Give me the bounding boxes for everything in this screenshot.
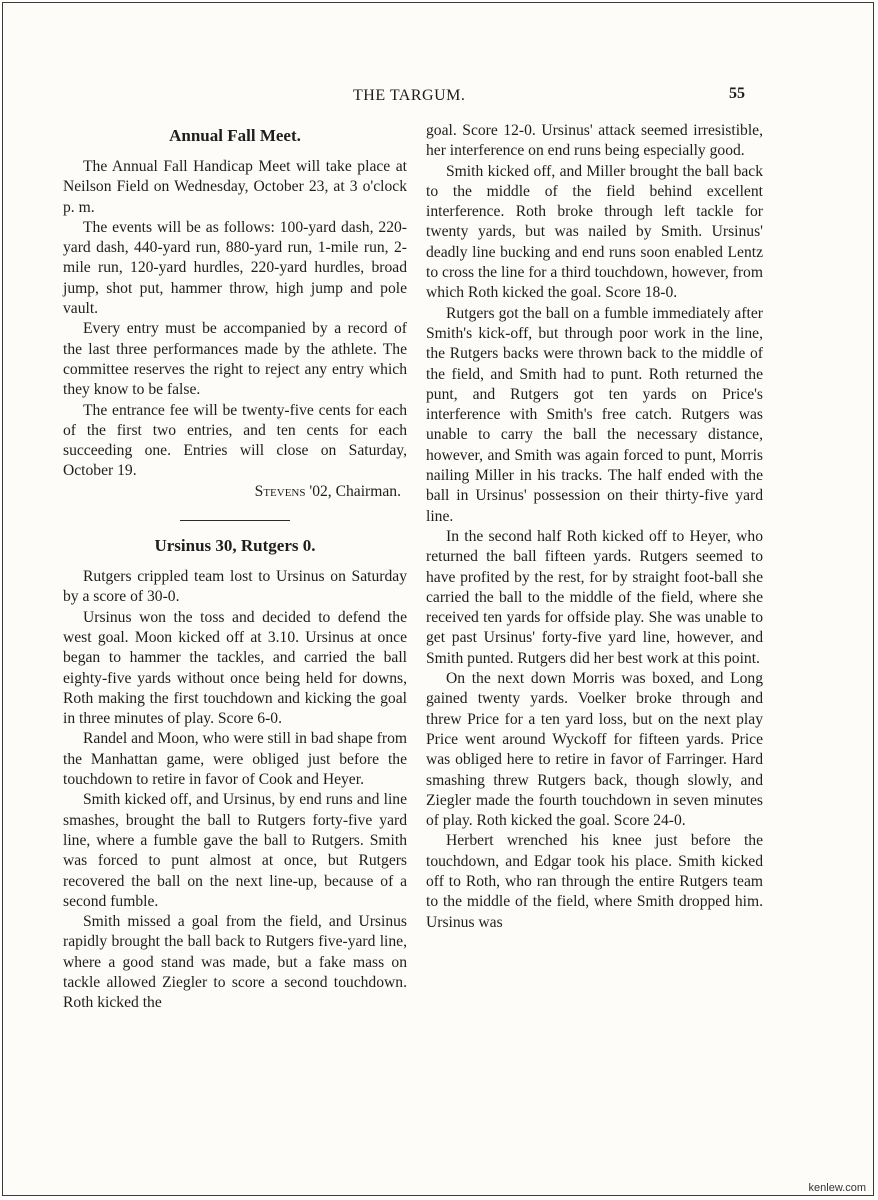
signature-name: Stevens <box>254 482 306 500</box>
left-column <box>63 121 407 1014</box>
signature-rest: '02, Chairman. <box>305 482 401 500</box>
article-paragraph: Every entry must be accompanied by a record of the last three performances made by the athlete. The committee reserves the right to reject any entry which they know to be false. <box>63 320 407 399</box>
magazine-page <box>2 2 874 1196</box>
right-column <box>426 121 763 933</box>
running-header <box>3 87 874 111</box>
article-paragraph: Smith kicked off, and Ursinus, by end runs and line smashes, brought the ball to Rutgers forty-five yard line, where a fumble gave the ball to Rutgers. Smith was forced to punt almost at once, but Rutgers recovered the ball on the next line-up, because of a second fumble. <box>63 791 407 910</box>
article-paragraph: Smith missed a goal from the field, and Ursinus rapidly brought the ball back to Rutgers five-yard line, where a good stand was made, but a fake mass on tackle allowed Ziegler to score a second touchdown. Roth kicked the <box>63 913 407 1012</box>
publication-title: THE TARGUM. <box>353 87 466 104</box>
article-paragraph: Herbert wrenched his knee just before the touchdown, and Edgar took his place. Smith kicked off to Roth, who ran through the entire Rutgers team to the middle of the field, where Smith dropped him. Ursinus was <box>426 832 763 931</box>
article-paragraph: The entrance fee will be twenty-five cents for each of the first two entries, and ten cents for each succeeding one. Entries will close on Saturday, October 19. <box>63 401 407 480</box>
article-heading-fall-meet: Annual Fall Meet. <box>169 126 301 145</box>
article-paragraph: Smith kicked off, and Miller brought the ball back to the middle of the field behind excellent interference. Roth broke through left tackle for twenty yards, but was nailed by Smith. Ursinus' deadly line bucking and end runs soon enabled Lentz to cross the line for a third touchdown, however, from which Roth kicked the goal. Score 18-0. <box>426 162 763 302</box>
article-paragraph: The Annual Fall Handicap Meet will take place at Neilson Field on Wednesday, October 23, at 3 o'clock p. m. <box>63 158 407 216</box>
article-paragraph: Ursinus won the toss and decided to defend the west goal. Moon kicked off at 3.10. Ursinus at once began to hammer the tackles, and carried the ball eighty-five yards without once being held for downs, Roth making the first touchdown and kicking the goal in three minutes of play. Score 6-0. <box>63 608 407 728</box>
watermark: kenlew.com <box>808 1182 866 1194</box>
article-paragraph: Rutgers got the ball on a fumble immediately after Smith's kick-off, but through poor work in the line, the Rutgers backs were thrown back to the middle of the field, and Smith had to punt. Roth returned the punt, and Rutgers got ten yards on Price's interference with Smith's free catch. Rutgers was unable to carry the ball the necessary distance, however, and Smith was again forced to punt, Morris nailing Miller in his tracks. The half ended with the ball in Ursinus' possession on their thirty-five yard line. <box>426 304 763 525</box>
article-paragraph: In the second half Roth kicked off to Heyer, who returned the ball fifteen yards. Rutgers seemed to have profited by the rest, for by straight foot-ball she carried the ball to the middle of the field, where she received ten yards for offside play. She was unable to get past Ursinus' forty-five yard line, however, and Smith punted. Rutgers did her best work at this point. <box>426 527 763 667</box>
article-paragraph: Rutgers crippled team lost to Ursinus on Saturday by a score of 30-0. <box>63 568 407 606</box>
chairman-signature <box>63 482 407 502</box>
article-heading-football: Ursinus 30, Rutgers 0. <box>154 536 316 556</box>
article-paragraph: The events will be as follows: 100-yard dash, 220-yard dash, 440-yard run, 880-yard run, 1-mile run, 2-mile run, 120-yard hurdles, 220-yard hurdles, broad jump, shot put, hammer throw, high jump and pole vault. <box>63 218 407 318</box>
continued-paragraph: goal. Score 12-0. Ursinus' attack seemed irresistible, her interference on end runs being especially good. <box>426 122 763 160</box>
page-number: 55 <box>729 85 745 102</box>
article-paragraph: Randel and Moon, who were still in bad shape from the Manhattan game, were obliged just before the touchdown to retire in favor of Cook and Heyer. <box>63 730 407 789</box>
section-divider <box>180 520 290 521</box>
article-paragraph: On the next down Morris was boxed, and Long gained twenty yards. Voelker broke through and threw Price for a ten yard loss, but on the next play Price went around Wyckoff for fifteen yards. Price was obliged here to retire in favor of Farringer. Hard smashing threw Rutgers back, though slowly, and Ziegler made the fourth touchdown in seven minutes of play. Roth kicked the goal. Score 24-0. <box>426 670 763 830</box>
